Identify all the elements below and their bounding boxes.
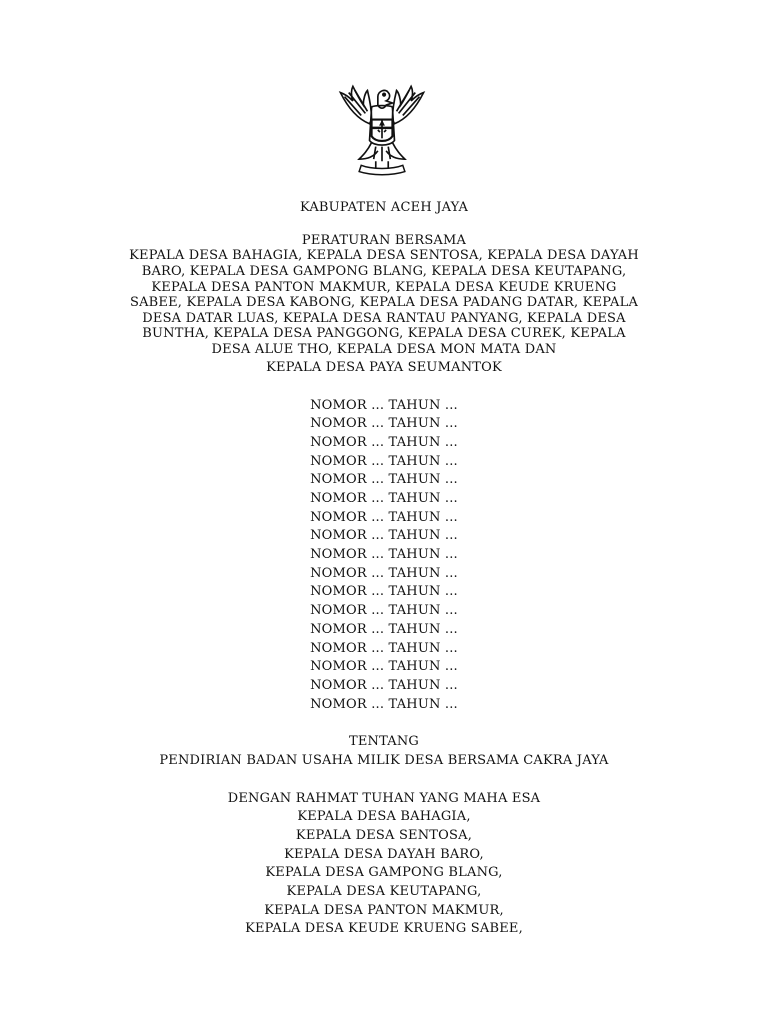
head-line: KEPALA DESA PANTON MAKMUR,: [264, 903, 504, 918]
issuer-line: SABEE, KEPALA DESA KABONG, KEPALA DESA PADANG DATAR, KEPALA: [129, 295, 639, 310]
issuer-line: KEPALA DESA BAHAGIA, KEPALA DESA SENTOSA, KEPALA DESA DAYAH: [129, 248, 639, 263]
head-line: KEPALA DESA DAYAH BARO,: [284, 847, 484, 862]
issuer-line: DESA DATAR LUAS, KEPALA DESA RANTAU PANYANG, KEPALA DESA: [142, 311, 626, 326]
number-line: NOMOR ... TAHUN ...: [310, 398, 458, 413]
number-line: NOMOR ... TAHUN ...: [310, 435, 458, 450]
number-line: NOMOR ... TAHUN ...: [310, 641, 458, 656]
number-line: NOMOR ... TAHUN ...: [310, 547, 458, 562]
head-line: KEPALA DESA SENTOSA,: [295, 828, 473, 843]
garuda-emblem-icon: [330, 78, 434, 182]
issuer-line: BARO, KEPALA DESA GAMPONG BLANG, KEPALA DESA KEUTAPANG,: [141, 264, 627, 279]
regency-title: KABUPATEN ACEH JAYA: [299, 200, 469, 215]
head-line: KEPALA DESA BAHAGIA,: [297, 809, 471, 824]
number-line: NOMOR ... TAHUN ...: [310, 622, 458, 637]
head-line: KEPALA DESA KEUDE KRUENG SABEE,: [245, 921, 523, 936]
number-line: NOMOR ... TAHUN ...: [310, 584, 458, 599]
number-line: NOMOR ... TAHUN ...: [310, 603, 458, 618]
blessing-line: DENGAN RAHMAT TUHAN YANG MAHA ESA: [227, 791, 541, 806]
number-line: NOMOR ... TAHUN ...: [310, 697, 458, 712]
number-line: NOMOR ... TAHUN ...: [310, 416, 458, 431]
subject-title: PENDIRIAN BADAN USAHA MILIK DESA BERSAMA CAKRA JAYA: [159, 753, 609, 768]
head-line: KEPALA DESA KEUTAPANG,: [286, 884, 482, 899]
number-line: NOMOR ... TAHUN ...: [310, 472, 458, 487]
number-line: NOMOR ... TAHUN ...: [310, 528, 458, 543]
issuer-line: KEPALA DESA PANTON MAKMUR, KEPALA DESA KEUDE KRUENG: [151, 280, 617, 295]
number-line: NOMOR ... TAHUN ...: [310, 454, 458, 469]
number-line: NOMOR ... TAHUN ...: [310, 491, 458, 506]
issuer-line: KEPALA DESA PAYA SEUMANTOK: [266, 360, 502, 375]
head-line: KEPALA DESA GAMPONG BLANG,: [265, 865, 503, 880]
subject-label: TENTANG: [348, 734, 420, 749]
number-line: NOMOR ... TAHUN ...: [310, 510, 458, 525]
number-line: NOMOR ... TAHUN ...: [310, 678, 458, 693]
issuer-line: DESA ALUE THO, KEPALA DESA MON MATA DAN: [211, 342, 557, 357]
number-line: NOMOR ... TAHUN ...: [310, 566, 458, 581]
number-line: NOMOR ... TAHUN ...: [310, 659, 458, 674]
issuer-line: BUNTHA, KEPALA DESA PANGGONG, KEPALA DESA CUREK, KEPALA: [142, 326, 626, 341]
document-type-title: PERATURAN BERSAMA: [301, 233, 467, 248]
